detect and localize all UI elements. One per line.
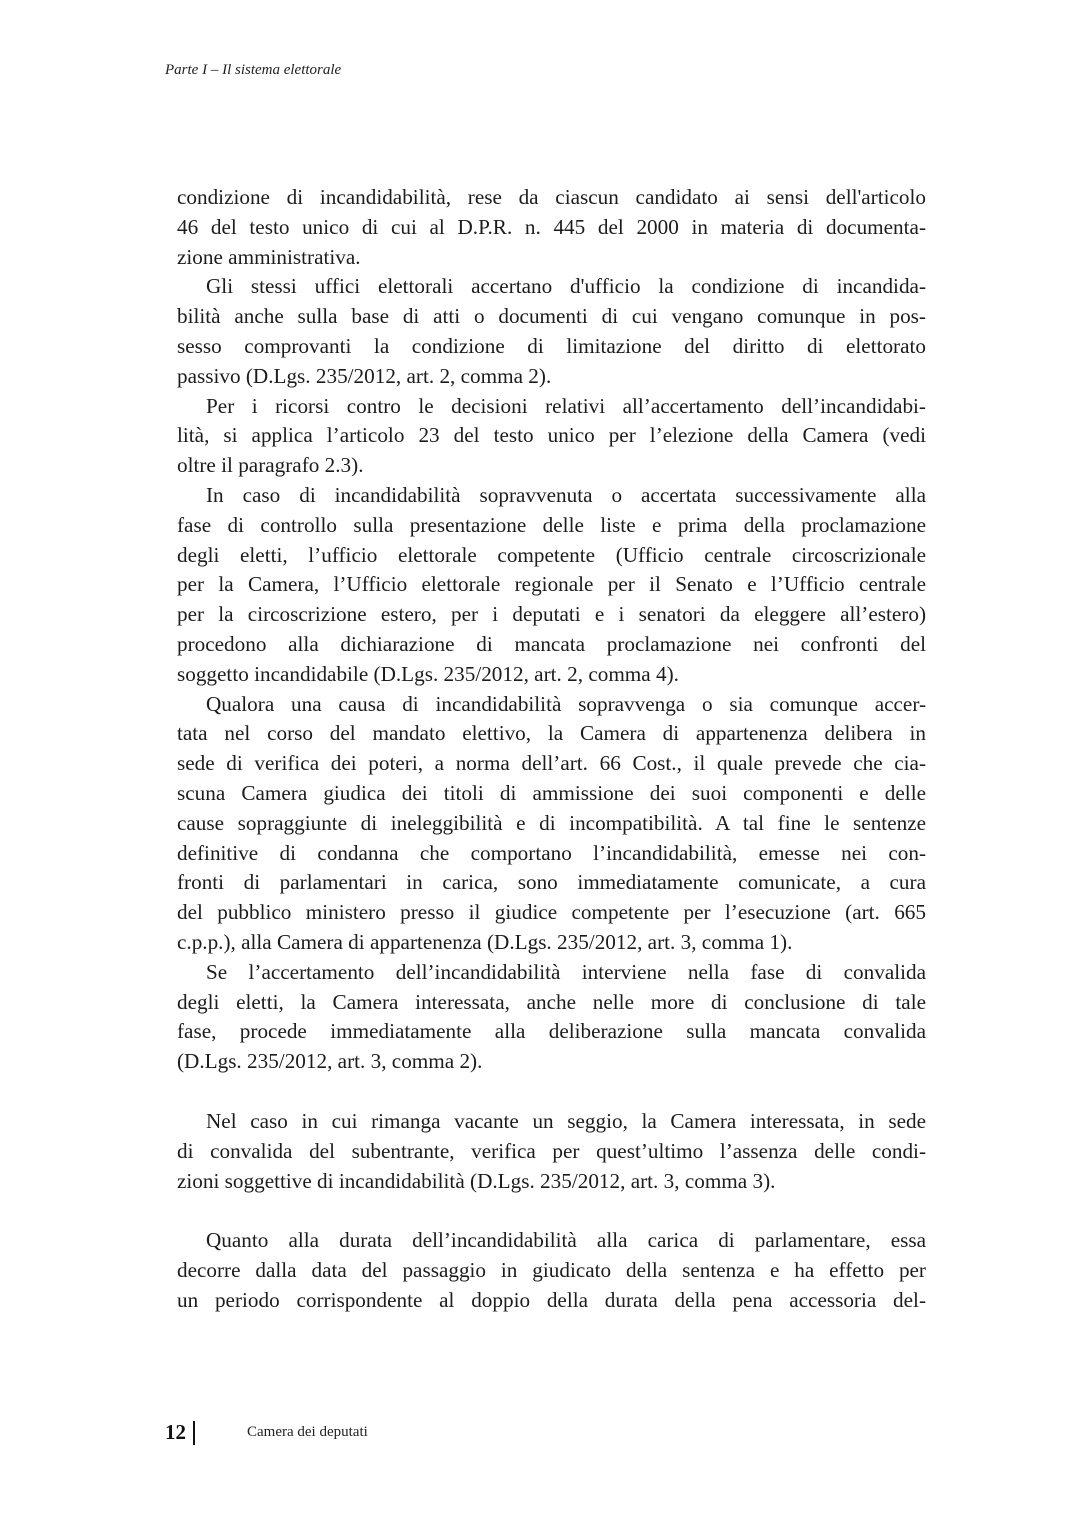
text-line: degli eletti, la Camera interessata, anche nelle more di conclusione di tale bbox=[177, 989, 926, 1014]
body-text bbox=[177, 183, 926, 1316]
text-line: un periodo corrispondente al doppio della durata della pena accessoria del- bbox=[177, 1287, 926, 1312]
text-line: soggetto incandidabile (D.Lgs. 235/2012, art. 2, comma 4). bbox=[177, 661, 679, 686]
text-line: c.p.p.), alla Camera di appartenenza (D.Lgs. 235/2012, art. 3, comma 1). bbox=[177, 929, 793, 954]
paragraph bbox=[177, 481, 926, 690]
paragraph bbox=[177, 1107, 926, 1196]
text-line: Per i ricorsi contro le decisioni relativi all’accertamento dell’incandidabi- bbox=[206, 393, 926, 418]
text-line: procedono alla dichiarazione di mancata proclamazione nei confronti del bbox=[177, 631, 926, 656]
text-line: scuna Camera giudica dei titoli di ammissione dei suoi componenti e delle bbox=[177, 780, 926, 805]
text-line: cause sopraggiunte di ineleggibilità e di incompatibilità. A tal fine le sentenze bbox=[177, 810, 926, 835]
text-line: definitive di condanna che comportano l’incandidabilità, emesse nei con- bbox=[177, 840, 926, 865]
paragraph bbox=[177, 958, 926, 1077]
text-line: bilità anche sulla base di atti o documenti di cui vengano comunque in pos- bbox=[177, 304, 926, 329]
text-line: zione amministrativa. bbox=[177, 244, 361, 269]
running-header: Parte I – Il sistema elettorale bbox=[165, 62, 342, 78]
page-number: 12 bbox=[165, 1420, 186, 1444]
paragraph bbox=[177, 392, 926, 481]
text-line: 46 del testo unico di cui al D.P.R. n. 445 del 2000 in materia di documenta- bbox=[177, 214, 926, 239]
text-line: Nel caso in cui rimanga vacante un seggio, la Camera interessata, in sede bbox=[206, 1108, 926, 1133]
text-line: (D.Lgs. 235/2012, art. 3, comma 2). bbox=[177, 1049, 483, 1074]
text-line: degli eletti, l’ufficio elettorale competente (Ufficio centrale circoscrizionale bbox=[177, 542, 926, 567]
text-line: sede di verifica dei poteri, a norma dell’art. 66 Cost., il quale prevede che cia- bbox=[177, 751, 926, 776]
paragraph-gap bbox=[177, 1077, 926, 1107]
text-line: In caso di incandidabilità sopravvenuta o accertata successivamente alla bbox=[206, 482, 926, 507]
paragraph bbox=[177, 272, 926, 391]
paragraph bbox=[177, 183, 926, 272]
text-line: oltre il paragrafo 2.3). bbox=[177, 453, 364, 478]
text-line: Se l’accertamento dell’incandidabilità interviene nella fase di convalida bbox=[206, 959, 926, 984]
text-line: zioni soggettive di incandidabilità (D.Lgs. 235/2012, art. 3, comma 3). bbox=[177, 1168, 776, 1193]
paragraph bbox=[177, 1226, 926, 1315]
text-line: passivo (D.Lgs. 235/2012, art. 2, comma 2). bbox=[177, 363, 552, 388]
page-footer bbox=[165, 1420, 368, 1445]
text-line: fase di controllo sulla presentazione delle liste e prima della proclamazione bbox=[177, 512, 926, 537]
text-line: Quanto alla durata dell’incandidabilità alla carica di parlamentare, essa bbox=[206, 1228, 926, 1253]
paragraph bbox=[177, 690, 926, 958]
text-line: fronti di parlamentari in carica, sono immediatamente comunicate, a cura bbox=[177, 870, 926, 895]
text-line: del pubblico ministero presso il giudice competente per l’esecuzione (art. 665 bbox=[177, 900, 926, 925]
text-line: Gli stessi uffici elettorali accertano d'ufficio la condizione di incandida- bbox=[206, 274, 926, 299]
text-line: per la circoscrizione estero, per i deputati e i senatori da eleggere all’estero) bbox=[177, 602, 926, 627]
publisher-label: Camera dei deputati bbox=[247, 1424, 368, 1440]
text-line: decorre dalla data del passaggio in giudicato della sentenza e ha effetto per bbox=[177, 1258, 926, 1283]
paragraph-gap bbox=[177, 1196, 926, 1226]
text-line: di convalida del subentrante, verifica per quest’ultimo l’assenza delle condi- bbox=[177, 1138, 926, 1163]
text-line: tata nel corso del mandato elettivo, la Camera di appartenenza delibera in bbox=[177, 721, 926, 746]
text-line: per la Camera, l’Ufficio elettorale regionale per il Senato e l’Ufficio centrale bbox=[177, 572, 926, 597]
text-line: condizione di incandidabilità, rese da ciascun candidato ai sensi dell'articolo bbox=[177, 185, 926, 209]
text-line: Qualora una causa di incandidabilità sopravvenga o sia comunque accer- bbox=[206, 691, 926, 716]
text-line: fase, procede immediatamente alla deliberazione sulla mancata convalida bbox=[177, 1019, 926, 1044]
text-line: sesso comprovanti la condizione di limitazione del diritto di elettorato bbox=[177, 333, 926, 358]
text-line: lità, si applica l’articolo 23 del testo unico per l’elezione della Camera (vedi bbox=[177, 423, 926, 448]
footer-divider bbox=[193, 1421, 195, 1445]
